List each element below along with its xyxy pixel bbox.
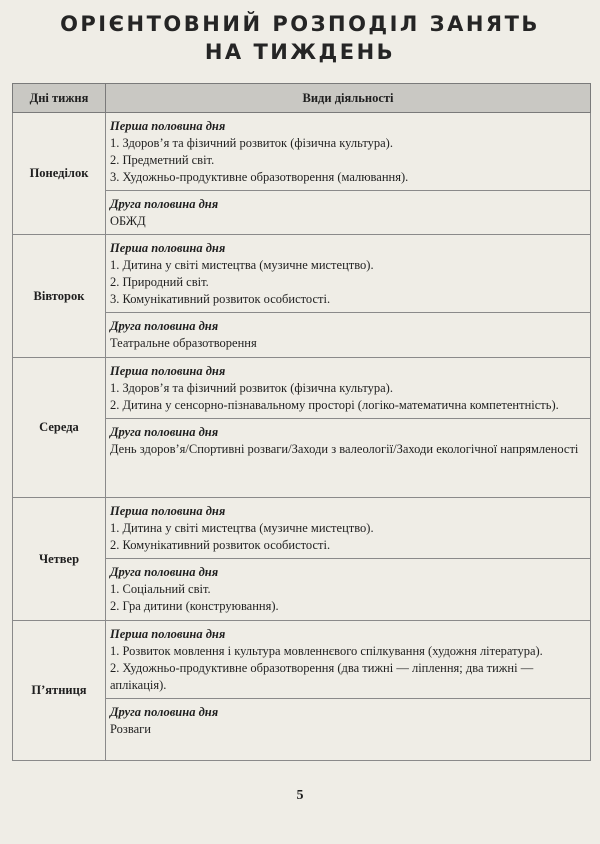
activity-item: 3. Художньо-продуктивне образотворення (малювання).	[110, 170, 409, 184]
header-days: Дні тижня	[13, 84, 106, 113]
half-title: Перша половина дня	[110, 364, 226, 378]
activity-item: 2. Гра дитини (конструювання).	[110, 599, 279, 613]
second-half-section	[106, 190, 590, 234]
half-title: Друга половина дня	[110, 565, 219, 579]
activity-item: 1. Здоров’я та фізичний розвиток (фізична культура).	[110, 381, 393, 395]
activity-item: Театральне образотворення	[110, 336, 257, 350]
page-title	[0, 10, 600, 66]
day-cell: Середа	[13, 358, 106, 498]
activity-item: 2. Комунікативний розвиток особистості.	[110, 538, 331, 552]
half-title: Перша половина дня	[110, 504, 226, 518]
activities-cell	[106, 358, 591, 498]
second-half-section	[106, 698, 590, 742]
header-activities: Види діяльності	[106, 84, 591, 113]
half-title: Перша половина дня	[110, 241, 226, 255]
second-half-section	[106, 312, 590, 356]
page-number: 5	[296, 788, 304, 803]
activity-item: 2. Предметний світ.	[110, 153, 215, 167]
activity-item: Розваги	[110, 722, 151, 736]
activity-item: 1. Соціальний світ.	[110, 582, 211, 596]
day-cell: Четвер	[13, 498, 106, 621]
day-cell: П’ятниця	[13, 621, 106, 761]
title-line-2: НА ТИЖДЕНЬ	[204, 40, 396, 64]
second-half-section	[106, 558, 590, 619]
activity-item: 3. Комунікативний розвиток особистості.	[110, 292, 331, 306]
activity-item: 1. Здоров’я та фізичний розвиток (фізична культура).	[110, 136, 393, 150]
half-title: Друга половина дня	[110, 705, 219, 719]
half-title: Друга половина дня	[110, 197, 219, 211]
title-line-1: ОРІЄНТОВНИЙ РОЗПОДІЛ ЗАНЯТЬ	[60, 12, 540, 36]
first-half-section	[106, 113, 590, 190]
activities-cell	[106, 235, 591, 358]
table-row	[13, 498, 591, 621]
day-cell: Понеділок	[13, 113, 106, 235]
activities-cell	[106, 621, 591, 761]
activity-item: 2. Дитина у сенсорно-пізнавальному просторі (логіко-математична компетентність).	[110, 398, 559, 412]
day-cell: Вівторок	[13, 235, 106, 358]
activity-item: 1. Розвиток мовлення і культура мовленнєвого спілкування (художня література).	[110, 644, 543, 658]
first-half-section	[106, 621, 590, 698]
half-title: Друга половина дня	[110, 319, 219, 333]
table-row	[13, 621, 591, 761]
table-header-row	[13, 84, 591, 113]
first-half-section	[106, 235, 590, 312]
activity-item: 1. Дитина у світі мистецтва (музичне мистецтво).	[110, 521, 374, 535]
half-title: Перша половина дня	[110, 119, 226, 133]
table-row	[13, 235, 591, 358]
activity-item: 1. Дитина у світі мистецтва (музичне мистецтво).	[110, 258, 374, 272]
first-half-section	[106, 498, 590, 558]
activity-item: 2. Природний світ.	[110, 275, 209, 289]
activity-item: ОБЖД	[110, 214, 146, 228]
table-row	[13, 358, 591, 498]
activity-item: День здоров’я/Спортивні розваги/Заходи з валеології/Заходи екологічної напрямленості	[110, 442, 579, 456]
first-half-section	[106, 358, 590, 418]
weekly-schedule-table	[12, 83, 591, 761]
half-title: Перша половина дня	[110, 627, 226, 641]
activity-item: 2. Художньо-продуктивне образотворення (два тижні — ліплення; два тижні — аплікація).	[110, 661, 534, 692]
half-title: Друга половина дня	[110, 425, 219, 439]
activities-cell	[106, 498, 591, 621]
second-half-section	[106, 418, 590, 462]
activities-cell	[106, 113, 591, 235]
table-row	[13, 113, 591, 235]
